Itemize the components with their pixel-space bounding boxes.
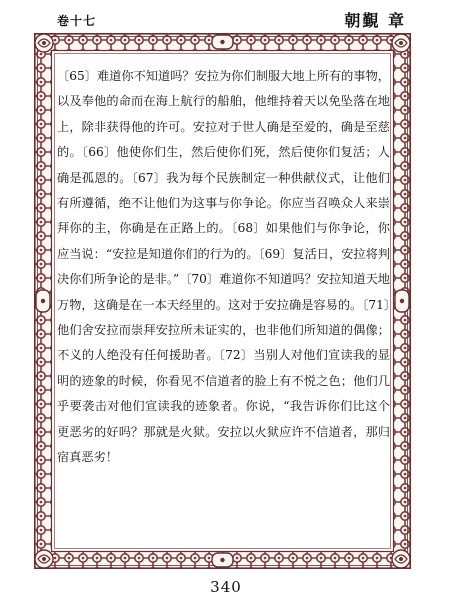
page-header [0, 6, 452, 30]
page-number: 340 [210, 578, 242, 596]
chapter-label: 卷十七 [57, 14, 97, 28]
page-body [57, 64, 390, 471]
chapter-title: 朝覲 章 [344, 11, 406, 30]
body-paragraph: 〔65〕难道你不知道吗？安拉为你们制服大地上所有的事物，以及奉他的命而在海上航行的船舶，他维持着天以免坠落在地上，除非获得他的许可。安拉对于世人确是至爱的，确是至慈的。〔66〕他使你们生，然后使你们死，然后使你们复活；人确是孤恩的。〔67〕我为每个民族制定一种供献仪式，让他们有所遵循，绝不让他们为这事与你争论。你应当召唤众人来崇拜你的主，你确是在正路上的。〔68〕如果他们与你争论，你应当说：“安拉是知道你们的行为的。〔69〕复活日，安拉将判决你们所争论的是非。”〔70〕难道你不知道吗？安拉知道天地万物，这确是在一本天经里的。这对于安拉确是容易的。〔71〕他们舍安拉而崇拜安拉所未证实的，也非他们所知道的偶像；不义的人绝没有任何援助者。〔72〕当别人对他们宣读我的显明的迹象的时候，你看见不信道者的脸上有不悦之色；他们几乎要袭击对他们宣读我的迹象者。你说，“我告诉你们比这个更恶劣的好吗？那就是火狱。安拉以火狱应许不信道者，那归宿真恶劣！ [57, 69, 390, 465]
